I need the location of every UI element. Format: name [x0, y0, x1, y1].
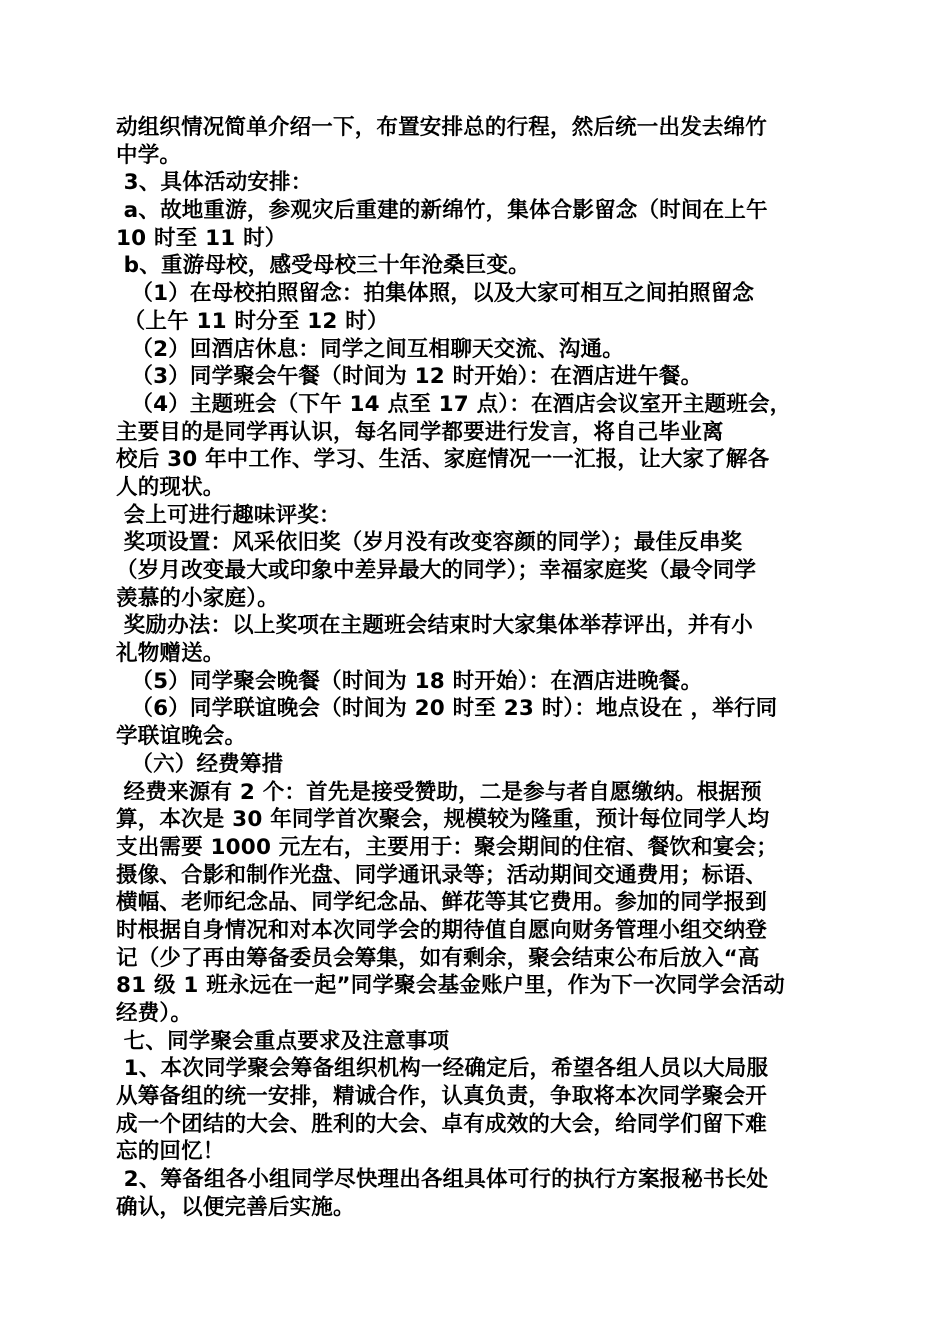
text-line: 主要目的是同学再认识，每名同学都要进行发言，将自己毕业离 — [116, 419, 724, 445]
text-line: （1）在母校拍照留念：拍集体照，以及大家可相互之间拍照留念 — [116, 281, 755, 307]
text-line: 中学。 — [116, 142, 182, 168]
text-line: 奖项设置：风采依旧奖（岁月没有改变容颜的同学）；最佳反串奖 — [116, 530, 743, 556]
text-line: （岁月改变最大或印象中差异最大的同学）；幸福家庭奖（最令同学 — [116, 558, 757, 583]
text-line: 会上可进行趣味评奖： — [116, 502, 341, 528]
text-line: 礼物赠送。 — [116, 641, 225, 667]
text-line: （6）同学联谊晚会（时间为 20 时至 23 时）：地点设在 ，举行同 — [116, 696, 778, 722]
text-line: 1、本次同学聚会筹备组织机构一经确定后，希望各组人员以大局服 — [116, 1056, 769, 1082]
text-line: 81 级 1 班永远在一起”同学聚会基金账户里，作为下一次同学会活动 — [116, 973, 785, 999]
text-line: 学联谊晚会。 — [116, 724, 247, 750]
text-line: 经费来源有 2 个：首先是接受赞助，二是参与者自愿缴纳。根据预 — [116, 779, 762, 805]
text-line: 从筹备组的统一安排，精诚合作，认真负责，争取将本次同学聚会开 — [116, 1084, 768, 1110]
text-line: 校后 30 年中工作、学习、生活、家庭情况一一汇报，让大家了解各 — [116, 447, 770, 473]
document-body — [116, 114, 844, 1222]
text-line: 成一个团结的大会、胜利的大会、卓有成效的大会，给同学们留下难 — [116, 1111, 768, 1137]
text-line: 动组织情况简单介绍一下，布置安排总的行程，然后统一出发去绵竹 — [116, 115, 768, 140]
text-line: （2）回酒店休息：同学之间互相聊天交流、沟通。 — [116, 336, 624, 362]
text-line: 七、同学聚会重点要求及注意事项 — [116, 1028, 450, 1054]
text-line: （5）同学聚会晚餐（时间为 18 时开始）：在酒店进晚餐。 — [116, 668, 703, 694]
text-line: （六）经费筹措 — [116, 751, 284, 777]
text-line: 忘的回忆！ — [116, 1139, 225, 1165]
text-line: 横幅、老师纪念品、同学纪念品、鲜花等其它费用。参加的同学报到 — [116, 890, 768, 916]
text-line: 羡慕的小家庭）。 — [116, 585, 279, 611]
text-line: a、故地重游，参观灾后重建的新绵竹，集体合影留念（时间在上午 — [116, 198, 768, 224]
text-line: 确认，以便完善后实施。 — [116, 1194, 355, 1220]
text-line: 2、筹备组各小组同学尽快理出各组具体可行的执行方案报秘书长处 — [116, 1167, 769, 1193]
text-line: （上午 11 时分至 12 时） — [116, 308, 389, 334]
text-line: 奖励办法：以上奖项在主题班会结束时大家集体举荐评出，并有小 — [116, 613, 753, 639]
text-line: 3、具体活动安排： — [116, 170, 313, 196]
text-line: 经费）。 — [116, 1001, 193, 1026]
text-line: 摄像、合影和制作光盘、同学通讯录等；活动期间交通费用；标语、 — [116, 862, 768, 888]
text-line: 算，本次是 30 年同学首次聚会，规模较为隆重，预计每位同学人均 — [116, 807, 770, 833]
text-line: 时根据自身情况和对本次同学会的期待值自愿向财务管理小组交纳登 — [116, 917, 768, 943]
text-line: b、重游母校，感受母校三十年沧桑巨变。 — [116, 253, 530, 279]
text-line: （4）主题班会（下午 14 点至 17 点）：在酒店会议室开主题班会， — [116, 391, 792, 417]
text-line: （3）同学聚会午餐（时间为 12 时开始）：在酒店进午餐。 — [116, 364, 703, 390]
text-line: 支出需要 1000 元左右，主要用于：聚会期间的住宿、餐饮和宴会； — [116, 834, 778, 860]
text-line: 10 时至 11 时） — [116, 225, 287, 251]
text-line: 人的现状。 — [116, 474, 225, 500]
text-line: 记（少了再由筹备委员会筹集，如有剩余，聚会结束公布后放入“高 — [116, 945, 760, 971]
